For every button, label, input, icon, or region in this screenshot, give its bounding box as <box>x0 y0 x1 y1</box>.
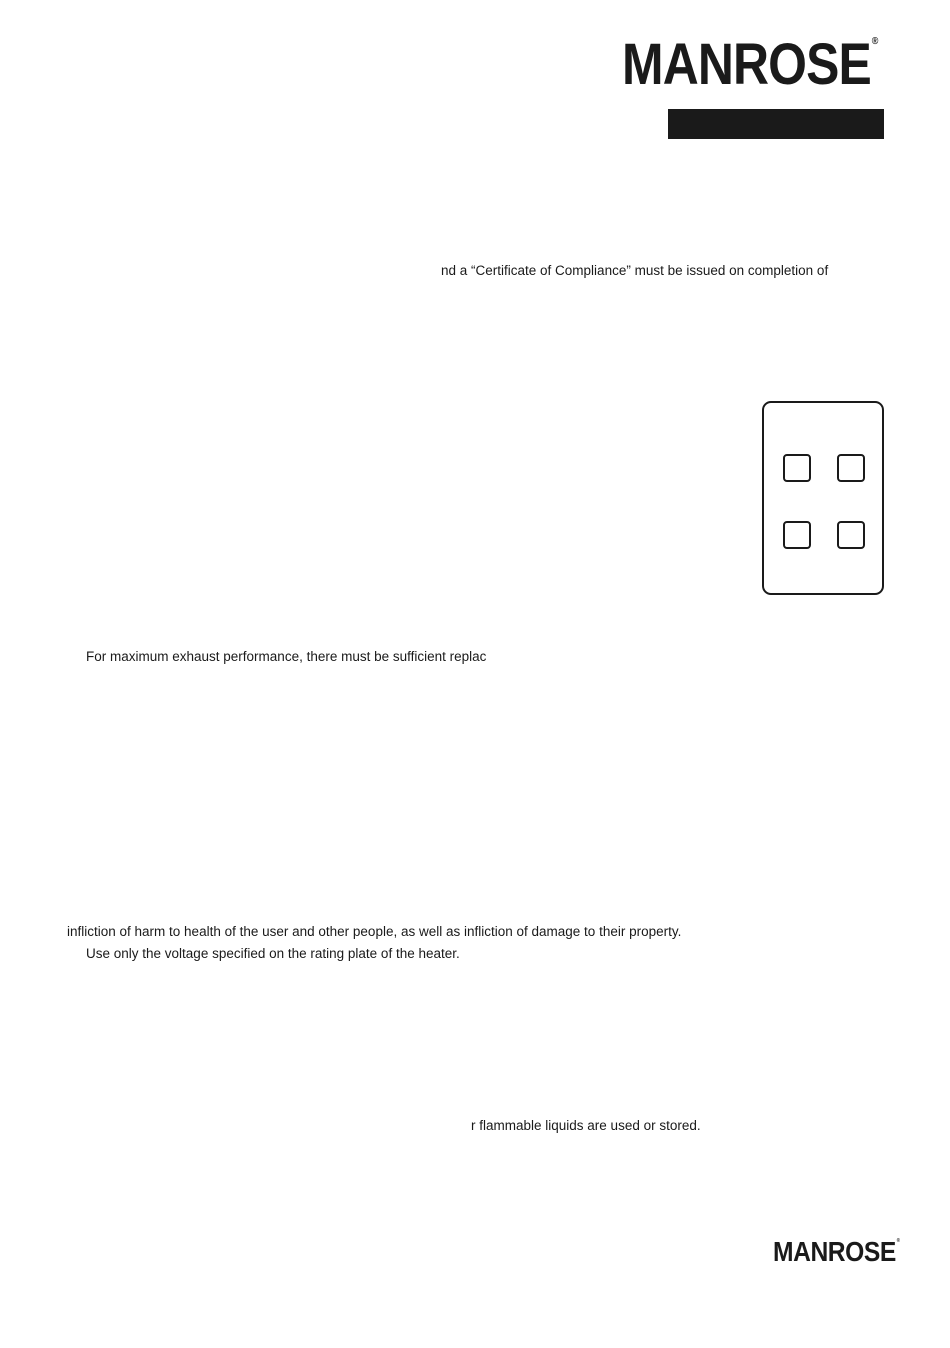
text-line-exhaust-performance: For maximum exhaust performance, there must be sufficient replac <box>86 649 487 664</box>
brand-logo-top <box>622 32 878 97</box>
switch-button-top-right <box>837 454 865 482</box>
switch-plate-illustration <box>762 401 884 595</box>
brand-name-footer: MANROSE <box>773 1236 896 1267</box>
switch-button-bottom-right <box>837 521 865 549</box>
text-line-compliance: nd a “Certificate of Compliance” must be issued on completion of <box>441 263 829 278</box>
switch-button-top-left <box>783 454 811 482</box>
text-line-voltage: Use only the voltage specified on the rating plate of the heater. <box>86 946 460 961</box>
brand-logo-bottom <box>773 1238 900 1266</box>
switch-button-bottom-left <box>783 521 811 549</box>
title-bar <box>668 109 884 139</box>
text-line-infliction-of-harm: infliction of harm to health of the user and other people, as well as infliction of damage to their property. <box>67 924 682 939</box>
registered-mark: ® <box>871 36 878 48</box>
brand-name: MANROSE <box>622 32 871 97</box>
text-line-flammable-liquids: r flammable liquids are used or stored. <box>471 1118 701 1133</box>
registered-mark-footer: ® <box>896 1237 900 1244</box>
